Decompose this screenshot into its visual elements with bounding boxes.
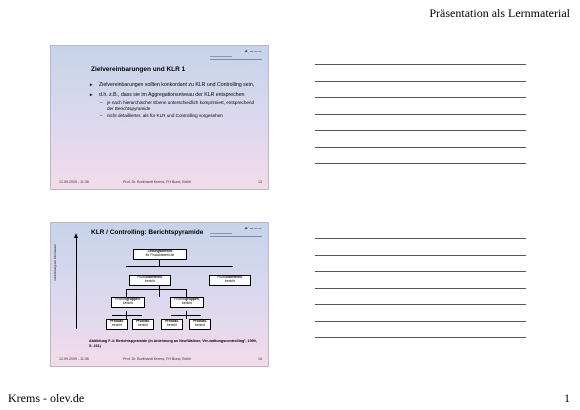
- report-box-leaf: [132, 319, 154, 330]
- report-box-label: -: [139, 297, 141, 301]
- report-box-label: bericht: [225, 278, 235, 283]
- report-box-label: gruppen: [185, 297, 199, 301]
- bullet-text: d.h. z.B., dass sie im Aggregationsniveau der KLR entsprechen: [99, 91, 245, 98]
- dash-bullet-icon: –: [100, 113, 103, 119]
- report-box-label: bereichs: [148, 275, 162, 279]
- report-box-label: -: [241, 275, 244, 279]
- note-line: [315, 271, 526, 272]
- bullet-item: [89, 82, 257, 89]
- report-box-label: Produkt-: [136, 319, 150, 323]
- note-line: [315, 114, 526, 115]
- report-box-label: bericht: [182, 300, 192, 305]
- logo-mark-icon: ✦ ∽∽∽: [243, 226, 262, 232]
- report-box-label: bericht: [112, 322, 122, 327]
- report-box-leaf: [189, 319, 211, 330]
- connector-line: [126, 266, 160, 267]
- slide-thumbnail: [50, 45, 269, 190]
- report-box-group: [111, 297, 145, 308]
- report-box-mid: [209, 275, 251, 286]
- notes-lines: [315, 64, 526, 180]
- slide-title: KLR / Controlling: Berichtspyramide: [91, 229, 204, 236]
- report-box-group: [170, 297, 204, 308]
- axis-label: Verdichtung der Information: [53, 244, 57, 281]
- connector-line: [159, 266, 233, 267]
- notes-lines: [315, 238, 526, 354]
- note-line: [315, 288, 526, 289]
- triangle-bullet-icon: ►: [89, 82, 94, 87]
- slide-date: 12.09.2009 - 11:36: [59, 357, 89, 361]
- report-box-label: bericht: [138, 322, 148, 327]
- subbullet-text: je nach hierarchischer Ebene unterschiedlich komprimiert, entsprechend der Berichtspyramide: [107, 100, 255, 111]
- report-box-label: Produkt: [174, 297, 186, 301]
- page-header: Präsentation als Lernmaterial: [429, 6, 570, 20]
- report-box-label: bericht: [167, 322, 177, 327]
- report-box-label: bericht: [123, 300, 133, 305]
- report-box-label: Produkt-: [193, 319, 207, 323]
- subbullet-item: [99, 113, 257, 119]
- report-box-label: Produkt: [136, 275, 149, 279]
- logo: [210, 226, 262, 237]
- connector-line: [126, 289, 127, 297]
- report-box-label: bereichs: [228, 275, 242, 279]
- logo-rule: [210, 233, 232, 234]
- page-footer-source: Krems - olev.de: [8, 391, 85, 405]
- report-box-label: Leitungsbericht: [147, 249, 173, 253]
- note-line: [315, 255, 526, 256]
- logo-rule: [210, 56, 232, 57]
- page-number: 1: [564, 391, 570, 405]
- figure-caption: [89, 339, 261, 348]
- dash-bullet-icon: –: [100, 100, 103, 106]
- note-line: [315, 97, 526, 98]
- subbullet-text: nicht detaillierter, als für KLR und Controlling vorgesehen: [107, 113, 223, 119]
- note-line: [315, 163, 526, 164]
- caption-text: Berichtspyramide (in Anlehnung an Neu/Wallner, Ver-waltungscontrolling², 1999, S. 231): [89, 339, 257, 348]
- connector-line: [159, 285, 160, 297]
- connector-line: [171, 315, 201, 316]
- report-box-label: -: [198, 297, 200, 301]
- slide-author: Prof. Dr. Burkhardt Krems, FH Bund, Brühl: [123, 357, 191, 361]
- report-box-label: für Produktbereiche: [145, 252, 175, 257]
- connector-line: [126, 289, 186, 290]
- report-box-label: bericht: [145, 278, 155, 283]
- report-box-leaf: [161, 319, 183, 330]
- subbullet-item: [99, 100, 257, 111]
- report-box-label: -: [161, 275, 164, 279]
- note-line: [315, 304, 526, 305]
- logo: [210, 49, 262, 60]
- note-line: [315, 321, 526, 322]
- logo-mark-icon: ✦ ∽∽∽: [243, 49, 262, 55]
- bullet-list: [89, 82, 257, 122]
- slide-author: Prof. Dr. Burkhardt Krems, FH Bund, Brühl: [123, 180, 191, 184]
- report-box-mid: [129, 275, 171, 286]
- note-line: [315, 64, 526, 65]
- report-box-label: Produkt: [115, 297, 127, 301]
- caption-label: Abbildung F-4:: [89, 339, 116, 343]
- report-box-label: Produkt: [216, 275, 229, 279]
- note-line: [315, 337, 526, 338]
- slide-title: Zielvereinbarungen und KLR 1: [91, 66, 186, 73]
- slide-date: 12.09.2009 - 11:36: [59, 180, 89, 184]
- note-line: [315, 130, 526, 131]
- report-box-label: bericht: [195, 322, 205, 327]
- slide-number: 13: [258, 180, 262, 184]
- report-box-label: Produkt-: [110, 319, 124, 323]
- report-box-label: Produkt-: [165, 319, 179, 323]
- note-line: [315, 238, 526, 239]
- connector-line: [112, 315, 142, 316]
- report-box-leaf: [106, 319, 128, 330]
- note-line: [315, 81, 526, 82]
- slide-thumbnail: [50, 222, 269, 367]
- note-line: [315, 147, 526, 148]
- axis-line: [76, 237, 77, 329]
- triangle-bullet-icon: ►: [89, 91, 94, 97]
- slide-number: 15: [258, 357, 262, 361]
- bullet-text: Zielvereinbarungen sollten konkordant zu KLR und Controlling sein,: [99, 82, 255, 88]
- report-box-top: [133, 249, 187, 260]
- connector-line: [186, 289, 187, 297]
- report-box-label: gruppen: [126, 297, 140, 301]
- bullet-item: [89, 92, 257, 119]
- subbullet-list: [99, 100, 257, 119]
